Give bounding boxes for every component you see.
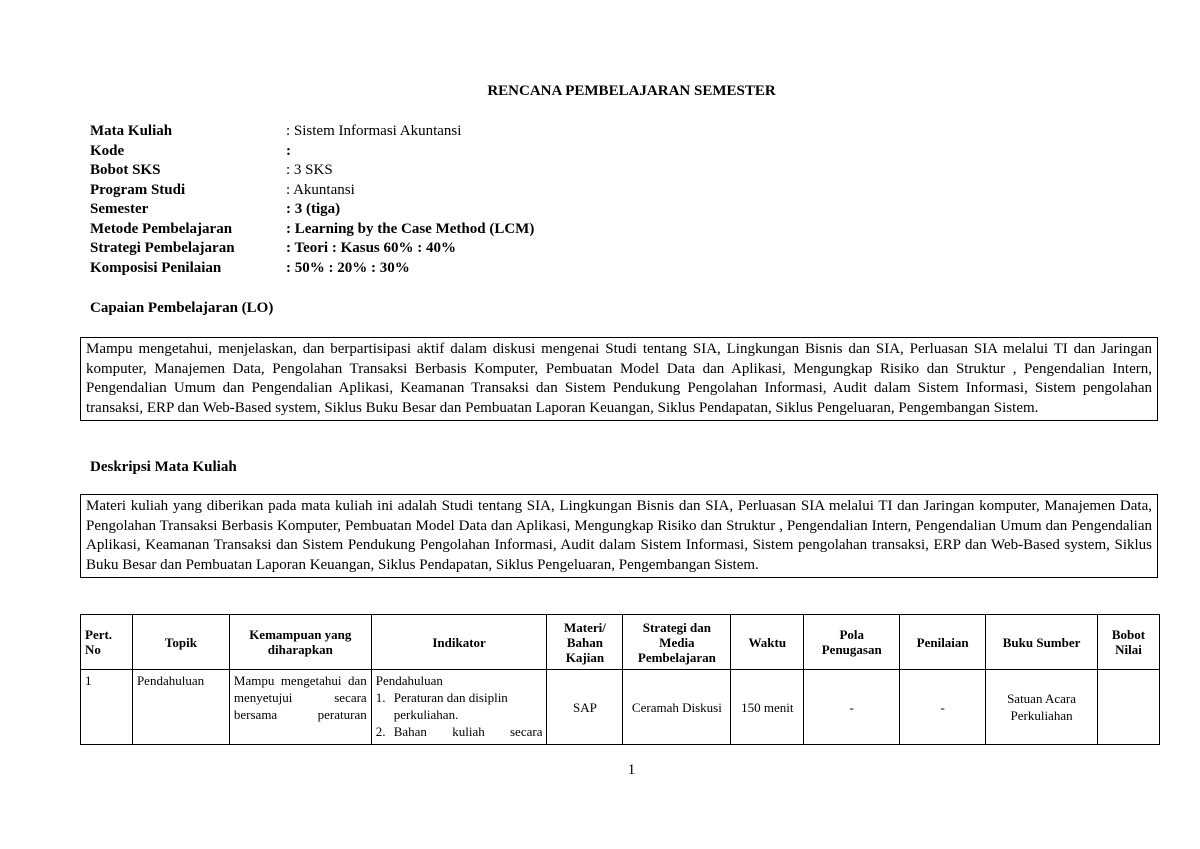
info-label: Semester	[90, 201, 149, 217]
indikator-content	[376, 672, 543, 742]
header-bobot: Bobot Nilai	[1097, 615, 1159, 670]
info-label: Metode Pembelajaran	[90, 220, 233, 237]
info-label: Komposisi Penilaian	[90, 259, 222, 276]
document-title: RENCANA PEMBELAJARAN SEMESTER	[487, 83, 776, 99]
table-row	[81, 670, 1160, 745]
info-row-kode	[90, 142, 534, 162]
cell-strategi: Ceramah Diskusi	[623, 670, 731, 745]
list-number: 2.	[375, 724, 386, 739]
info-value: : Sistem Informasi Akuntansi	[286, 123, 462, 139]
info-row-komposisi	[90, 259, 534, 279]
cell-penilaian: -	[900, 670, 986, 745]
deskripsi-heading: Deskripsi Mata Kuliah	[90, 459, 237, 475]
lo-heading: Capaian Pembelajaran (LO)	[90, 300, 274, 316]
info-label: Bobot SKS	[90, 162, 161, 178]
info-row-metode	[90, 220, 534, 240]
header-kemampuan: Kemampuan yang diharapkan	[229, 615, 371, 670]
header-materi: Materi/ Bahan Kajian	[547, 615, 623, 670]
list-text: Bahan kuliah secara	[393, 724, 543, 739]
cell-waktu: 150 menit	[731, 670, 804, 745]
deskripsi-box: Materi kuliah yang diberikan pada mata kuliah ini adalah Studi tentang SIA, Lingkungan Bisnis dan SIA, Perluasan SIA melalui TI dan Jaringan komputer, Manajemen Data, Pengolahan Transaksi Berbasis Komputer, Pembuatan Model Data dan Aplikasi, Mengungkap Risiko dan Struktur , Pengendalian Intern, Pengendalian Umum dan Pengendalian Aplikasi, Keamanan Transaksi dan Sistem Pendukung Pengolahan Informasi, Audit dalam Sistem Informasi, Sistem pengolahan transaksi, ERP dan Web-Based system, Siklus Buku Besar dan Pembuatan Laporan Keuangan, Siklus Pendapatan, Siklus Pengeluaran, Pengembangan Sistem.	[80, 494, 1158, 578]
header-strategi: Strategi dan Media Pembelajaran	[623, 615, 731, 670]
header-buku: Buku Sumber	[986, 615, 1098, 670]
header-indikator: Indikator	[371, 615, 547, 670]
info-label: Strategi Pembelajaran	[90, 240, 235, 256]
page-number: 1	[627, 762, 636, 778]
info-value: : Akuntansi	[286, 181, 355, 198]
cell-buku: Satuan Acara Perkuliahan	[986, 670, 1098, 745]
info-value: : 3 (tiga)	[286, 201, 341, 217]
info-row-program-studi	[90, 181, 534, 201]
indikator-title: Pendahuluan	[375, 673, 443, 688]
header-pert-no: Pert. No	[81, 615, 133, 670]
rps-table	[80, 614, 1160, 745]
cell-pert: 1	[81, 670, 133, 745]
info-value: : Learning by the Case Method (LCM)	[286, 220, 535, 237]
list-number: 1.	[375, 690, 386, 705]
info-row-semester	[90, 200, 534, 220]
header-penilaian: Penilaian	[900, 615, 986, 670]
course-info	[90, 122, 534, 278]
info-label: Mata Kuliah	[90, 123, 173, 139]
info-label: Program Studi	[90, 181, 186, 198]
cell-topik: Pendahuluan	[132, 670, 229, 745]
header-pola: Pola Penugasan	[804, 615, 900, 670]
info-value: : Teori : Kasus 60% : 40%	[286, 240, 457, 256]
cell-indikator	[371, 670, 547, 745]
info-label: Kode	[90, 142, 125, 159]
list-text: Peraturan dan disiplin perkuliahan.	[393, 690, 508, 722]
cell-materi: SAP	[547, 670, 623, 745]
lo-box: Mampu mengetahui, menjelaskan, dan berpartisipasi aktif dalam diskusi mengenai Studi tentang SIA, Lingkungan Bisnis dan SIA, Perluasan SIA melalui TI dan Jaringan komputer, Manajemen Data, Pengolahan Transaksi Berbasis Komputer, Pembuatan Model Data dan Aplikasi, Mengungkap Risiko dan Struktur , Pengendalian Intern, Pengendalian Umum dan Pengendalian Aplikasi, Keamanan Transaksi dan Sistem Pendukung Pengolahan Informasi, Audit dalam Sistem Informasi, Sistem pengolahan transaksi, ERP dan Web-Based system, Siklus Buku Besar dan Pembuatan Laporan Keuangan, Siklus Pendapatan, Siklus Pengeluaran, Pengembangan Sistem.	[80, 337, 1158, 421]
info-value: :	[286, 142, 291, 159]
cell-bobot	[1097, 670, 1159, 745]
cell-kemampuan	[229, 670, 371, 745]
info-row-bobot-sks	[90, 161, 534, 181]
list-item	[376, 723, 543, 740]
table-header-row	[81, 615, 1160, 670]
header-waktu: Waktu	[731, 615, 804, 670]
kemampuan-text: Mampu mengetahui dan menyetujui secara bersama peraturan	[233, 673, 367, 722]
list-item	[376, 689, 543, 723]
cell-pola: -	[804, 670, 900, 745]
info-row-mata-kuliah	[90, 122, 534, 142]
info-value: : 50% : 20% : 30%	[286, 259, 410, 276]
info-value: : 3 SKS	[286, 162, 333, 178]
info-row-strategi	[90, 239, 534, 259]
header-topik: Topik	[132, 615, 229, 670]
